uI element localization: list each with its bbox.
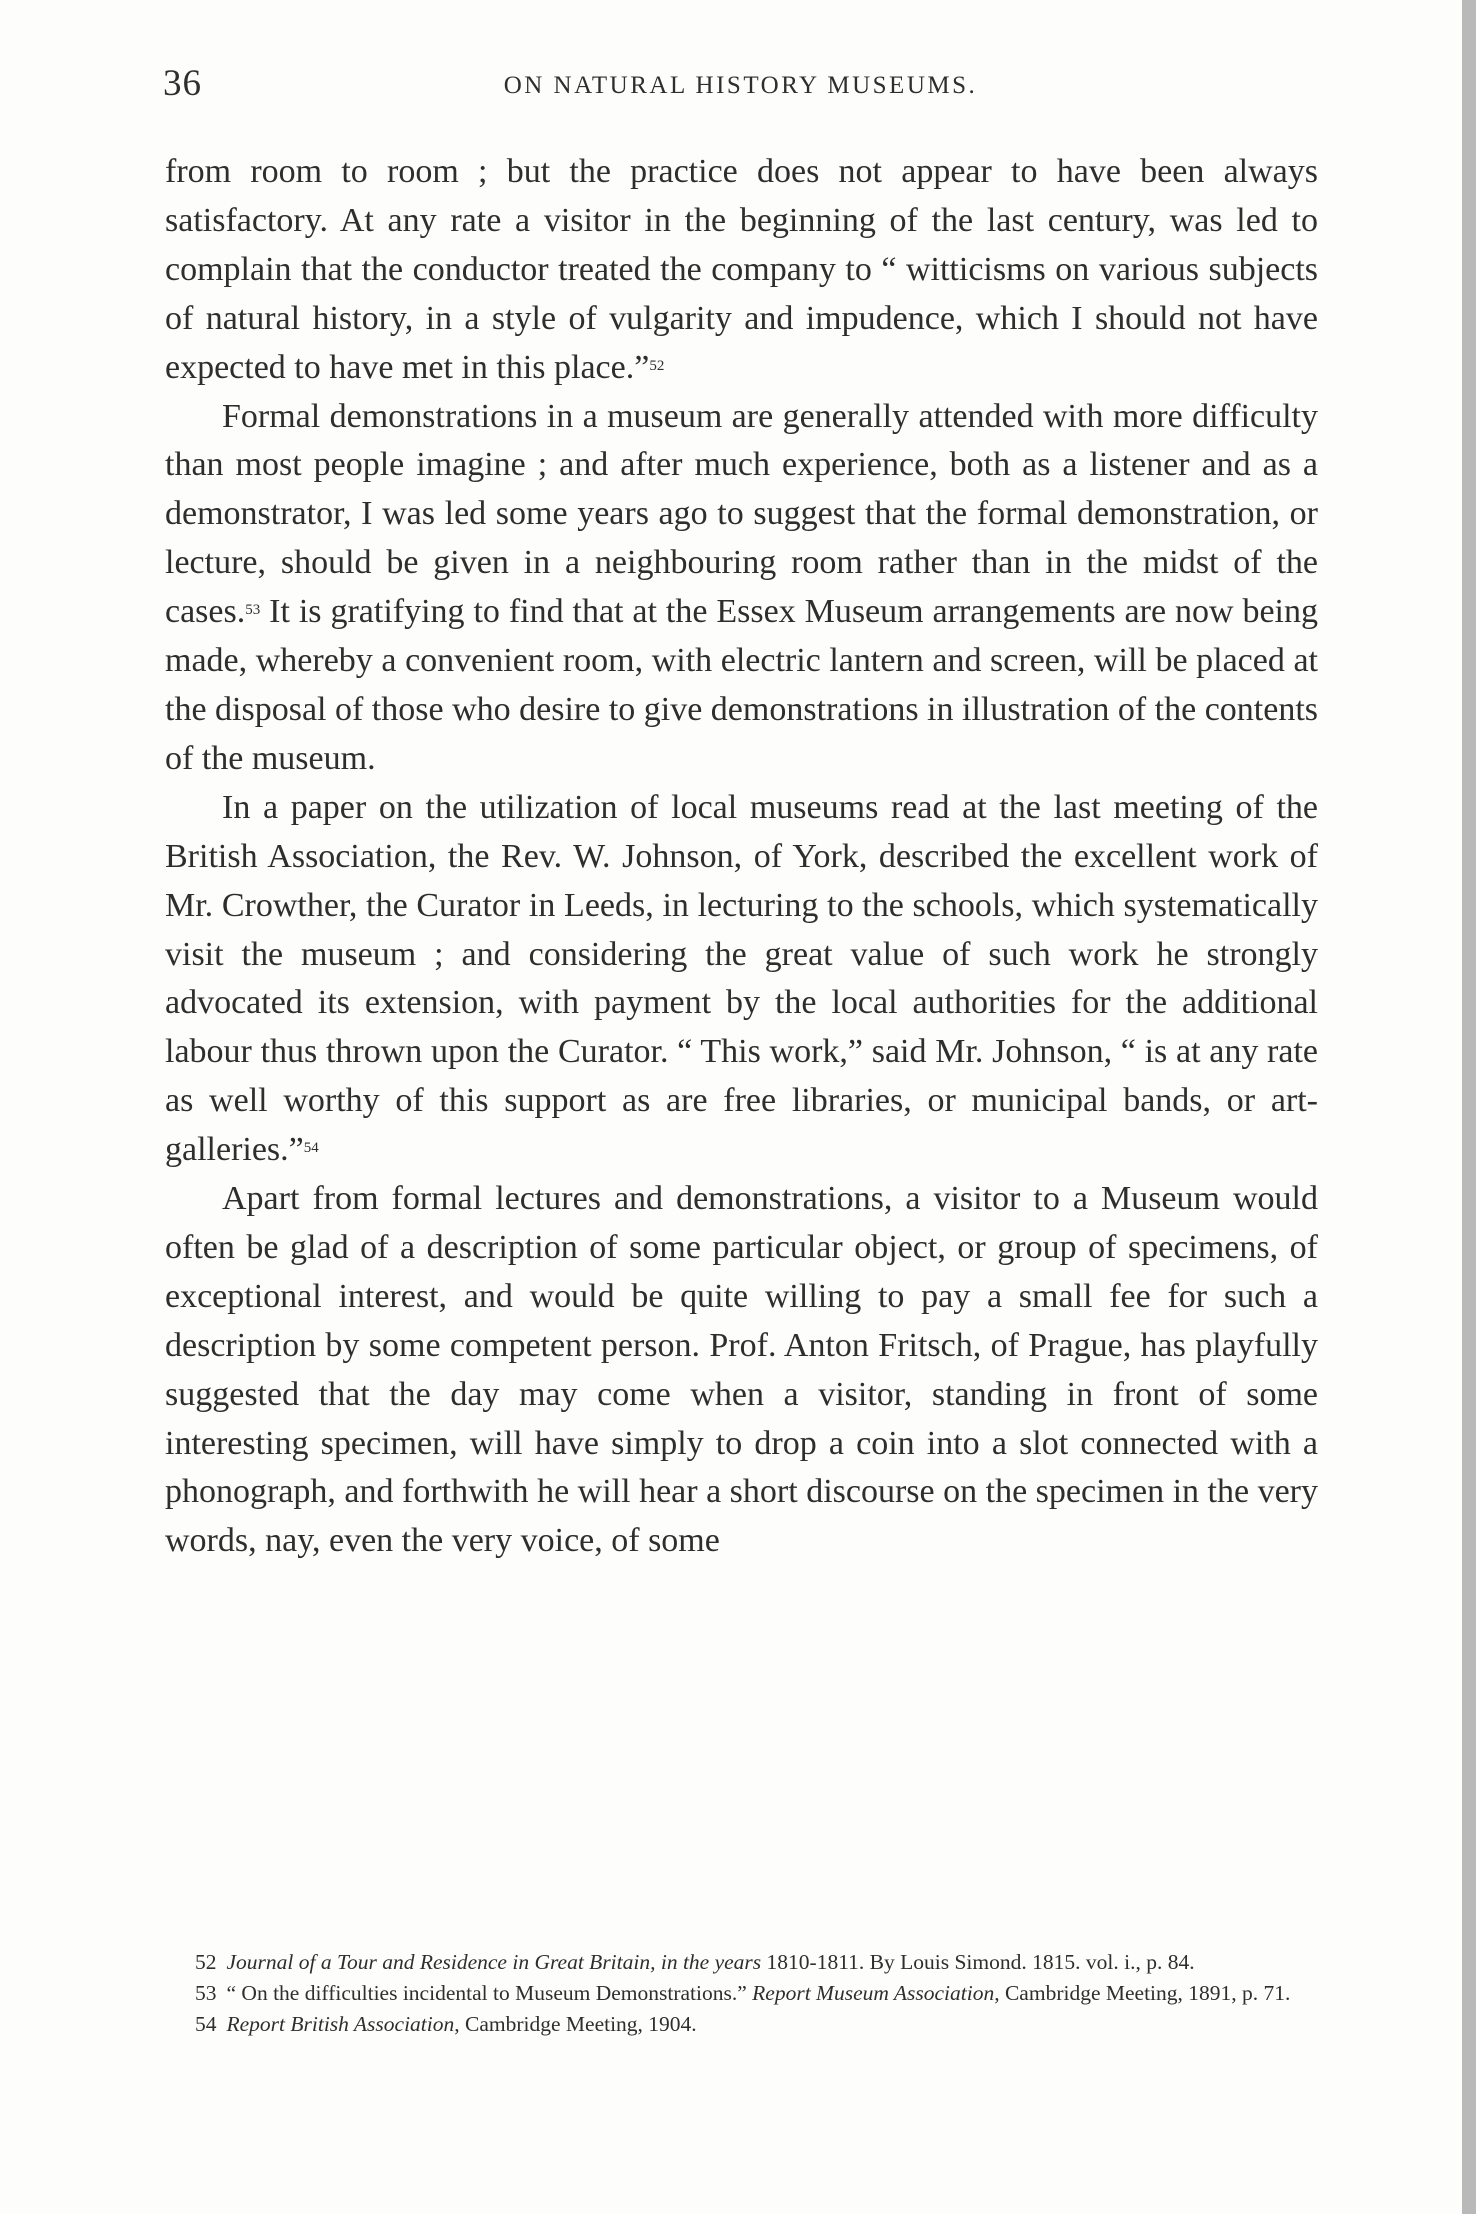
paragraph [165,1175,1318,1566]
body-text [165,148,1318,1566]
paragraph [165,393,1318,784]
paragraph-text: It is gratifying to find that at the Essex Museum arrangements are now being made, whereby a convenient room, with electric lantern and screen, will be placed at the disposal of those who desire to give demonstrations in illustration of the contents of the museum. [165,593,1318,777]
footnote-number: 54 [195,2012,217,2036]
page-number: 36 [163,63,202,104]
footnote-ref: 53 [245,602,261,619]
footnote-text: 1810-1811. By Louis Simond. 1815. vol. i., p. 84. [761,1950,1195,1974]
page-header [163,62,1318,112]
footnotes [165,1950,1318,2043]
footnote-number: 53 [195,1981,217,2005]
footnote-title: Report British Association [226,2012,455,2036]
paragraph [165,148,1318,393]
paragraph-text: Apart from formal lectures and demonstrations, a visitor to a Museum would often be glad of a description of some particular object, or group of specimens, of exceptional interest, and would be quite willing to pay a small fee for such a description by some competent person. Prof. Anton Fritsch, of Prague, has playfully suggested that the day may come when a visitor, standing in front of some interesting specimen, will have simply to drop a coin into a slot connected with a phonograph, and forthwith he will hear a short discourse on the specimen in the very words, nay, even the very voice, of some [165,1180,1318,1560]
paragraph-text: In a paper on the utilization of local museums read at the last meeting of the British Association, the Rev. W. Johnson, of York, described the excellent work of Mr. Crowther, the Curator in Leeds, in lecturing to the schools, which systematically visit the museum ; and considering the great value of such work he strongly advocated its extension, with payment by the local authorities for the additional labour thus thrown upon the Curator. “ This work,” said Mr. Johnson, “ is at any rate as well worthy of this support as are free libraries, or municipal bands, or art-galleries.” [165,788,1318,1169]
footnote-text: , Cambridge Meeting, 1891, p. 71. [994,1981,1291,2005]
page-edge [1462,0,1476,2214]
paragraph-text: from room to room ; but the practice does not appear to have been always satisfactory. At any rate a visitor in the beginning of the last century, was led to complain that the conductor treated the company to “ witticisms on various subjects of natural history, in a style of vulgarity and impudence, which I should not have expected to have met in this place.” [165,153,1318,386]
paragraph-text: Formal demonstrations in a museum are generally attended with more difficulty than most people imagine ; and after much experience, both as a listener and as a demonstrator, I was led some years ago to suggest that the formal demonstration, or lecture, should be given in a neighbouring room rather than in the midst of the cases. [165,397,1318,631]
footnote [165,1950,1318,1975]
footnote-text: “ On the difficulties incidental to Museum Demonstrations.” [226,1981,753,2005]
footnote [165,2012,1318,2037]
footnote-text: , Cambridge Meeting, 1904. [454,2012,697,2036]
footnote-number: 52 [195,1950,217,1974]
running-head: ON NATURAL HISTORY MUSEUMS. [503,72,978,99]
footnote-ref: 54 [303,1140,319,1157]
footnote [165,1981,1318,2006]
footnote-ref: 52 [649,357,665,374]
footnote-title: Journal of a Tour and Residence in Great Britain, in the years [226,1950,762,1974]
paragraph [165,784,1318,1175]
footnote-title: Report Museum Association [752,1981,995,2005]
